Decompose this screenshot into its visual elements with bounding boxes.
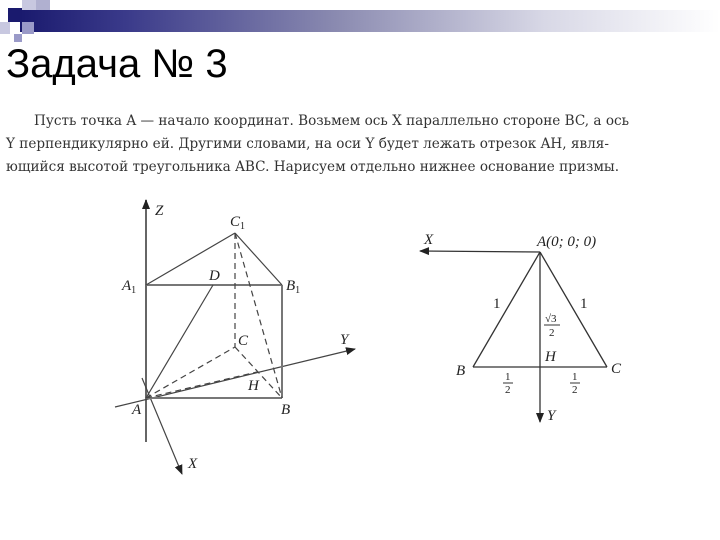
- label-c1: $C_1$: [230, 214, 246, 232]
- label-half-left-den: 2: [505, 384, 511, 396]
- label-height-den: 2: [549, 327, 555, 339]
- label-a1: $A_1$: [122, 278, 137, 296]
- label-a: A: [132, 402, 142, 418]
- segment-a-h: [146, 372, 257, 398]
- label-y: Y: [547, 408, 556, 424]
- label-height-num: √3: [545, 313, 557, 325]
- label-x: X: [188, 456, 198, 472]
- prism-diagram: [115, 200, 355, 474]
- label-x: X: [424, 232, 434, 248]
- label-b1: $B_1$: [286, 278, 301, 296]
- segment-a-d: [146, 285, 213, 398]
- label-d: D: [209, 268, 220, 284]
- text-line: Y перпендикулярно ей. Другими словами, на оси Y будет лежать отрезок AH, явля-: [6, 136, 609, 152]
- base-labels: [423, 232, 622, 424]
- label-b: B: [456, 363, 466, 379]
- label-h: H: [545, 349, 556, 365]
- label-side-left: 1: [493, 296, 501, 312]
- label-c: C: [611, 361, 622, 377]
- base-diagram: [420, 251, 607, 422]
- label-y: Y: [340, 332, 349, 348]
- edge-a-c: [146, 347, 235, 398]
- label-half-left-num: 1: [505, 371, 511, 383]
- text-line: ющийся высотой треугольника ABC. Нарисуем отдельно нижнее основание призмы.: [6, 159, 620, 175]
- side-ab: [473, 252, 540, 367]
- label-a-origin: A(0; 0; 0): [537, 234, 597, 250]
- label-side-right: 1: [580, 296, 588, 312]
- label-half-right-num: 1: [572, 371, 578, 383]
- label-c: C: [238, 333, 249, 349]
- slide-title: Задача № 3: [6, 42, 228, 86]
- text-line: Пусть точка A — начало координат. Возьмем ось X параллельно стороне BC, а ось: [34, 113, 630, 129]
- label-b: B: [281, 402, 291, 418]
- x-axis: [420, 251, 540, 252]
- edge-a1-c1: [146, 233, 235, 285]
- label-z: Z: [155, 203, 164, 219]
- label-h: H: [248, 378, 259, 394]
- edge-c1-b1: [235, 233, 282, 285]
- label-half-right-den: 2: [572, 384, 578, 396]
